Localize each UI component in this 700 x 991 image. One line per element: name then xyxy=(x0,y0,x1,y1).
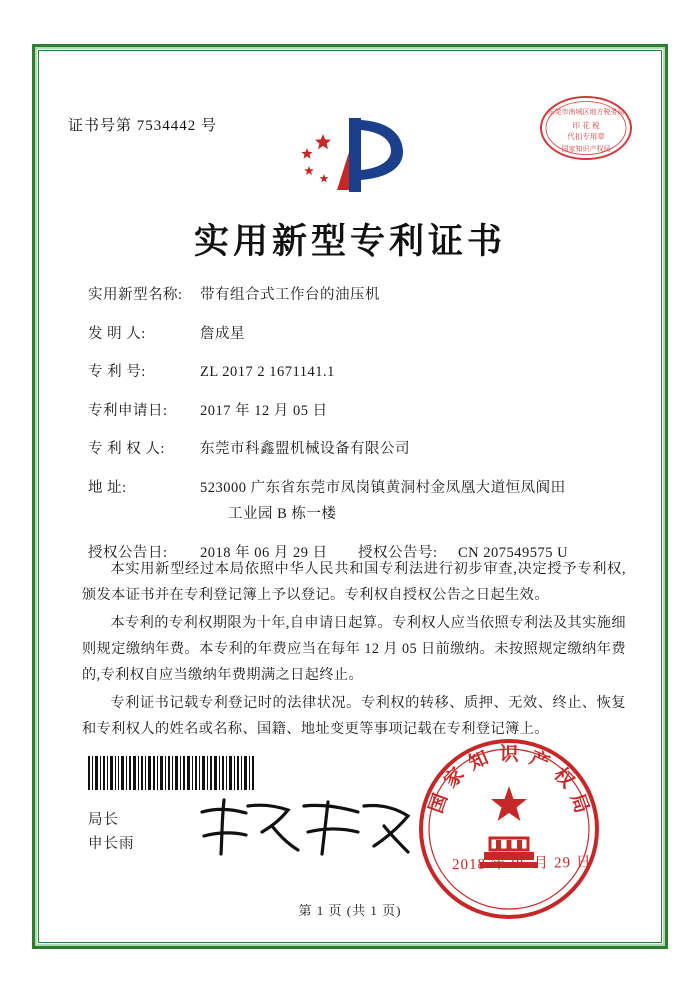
paragraph-2: 本专利的专利权期限为十年,自申请日起算。专利权人应当依照专利法及其实施细则规定缴纳年费。本专利的年费应当在每年 12 月 05 日前缴纳。未按照规定缴纳年费的,专利权自应当缴纳年费期满之日起终止。 xyxy=(82,615,626,683)
svg-text:知: 知 xyxy=(465,746,492,775)
field-label-patentee: 专 利 权 人: xyxy=(88,441,165,457)
field-row-address xyxy=(88,481,628,522)
field-value-patentee: 东莞市科鑫盟机械设备有限公司 xyxy=(200,441,410,457)
field-value-name: 带有组合式工作台的油压机 xyxy=(200,287,380,303)
signature-labels xyxy=(88,808,135,856)
field-row-name xyxy=(88,288,628,303)
field-label-grant-number: 授权公告号: xyxy=(358,544,438,561)
svg-text:代扣专用章: 代扣专用章 xyxy=(567,132,605,141)
paragraph-3: 专利证书记载专利登记时的法律状况。专利权的转移、质押、无效、终止、恢复和专利权人的姓名或名称、国籍、地址变更等事项记载在专利登记簿上。 xyxy=(82,695,626,737)
page-title: 实用新型专利证书 xyxy=(193,221,506,262)
patent-fields xyxy=(88,288,628,584)
field-value-application-date: 2017 年 12 月 05 日 xyxy=(200,402,328,419)
svg-text:家: 家 xyxy=(439,763,469,793)
svg-text:国: 国 xyxy=(424,790,453,817)
field-label-name: 实用新型名称: xyxy=(88,287,183,303)
field-value-inventor: 詹成星 xyxy=(200,325,245,342)
field-value-address xyxy=(200,481,628,522)
red-tax-stamp-icon xyxy=(538,94,634,162)
field-value-patent-number: ZL 2017 2 1671141.1 xyxy=(200,364,335,380)
field-label-application-date: 专利申请日: xyxy=(88,402,168,419)
handwritten-signature-icon xyxy=(188,792,418,864)
svg-text:产: 产 xyxy=(526,746,553,775)
cnipa-patent-logo-icon xyxy=(275,112,425,198)
director-title: 局长 xyxy=(88,812,119,828)
svg-text:东莞市南城区地方税务局: 东莞市南城区地方税务局 xyxy=(547,108,625,116)
svg-text:国家知识产权局: 国家知识产权局 xyxy=(561,145,611,153)
svg-text:局: 局 xyxy=(565,790,594,817)
field-row-application-date xyxy=(88,404,628,419)
legal-paragraphs xyxy=(82,556,626,744)
certificate-content xyxy=(60,66,640,925)
field-row-patentee xyxy=(88,442,628,457)
field-value-grant-number: CN 207549575 U xyxy=(458,544,569,561)
field-label-patent-number: 专 利 号: xyxy=(88,364,146,380)
paragraph-1: 本实用新型经过本局依照中华人民共和国专利法进行初步审查,决定授予专利权,颁发本证书并在专利登记簿上予以登记。专利权自授权公告之日起生效。 xyxy=(82,561,626,603)
barcode-icon xyxy=(88,756,258,790)
certificate-number: 证书号第 7534442 号 xyxy=(68,118,218,134)
field-row-patent-number xyxy=(88,365,628,380)
svg-text:权: 权 xyxy=(549,763,579,793)
field-value-grant-date: 2018 年 06 月 29 日 xyxy=(200,544,328,561)
seal-date: 2018 年 06 月 29 日 xyxy=(452,854,593,874)
field-label-inventor: 发 明 人: xyxy=(88,325,146,342)
director-name: 申长雨 xyxy=(88,836,135,852)
svg-text:识: 识 xyxy=(499,743,519,765)
field-label-grant-date: 授权公告日: xyxy=(88,544,168,561)
address-line-2: 工业园 B 栋一楼 xyxy=(228,506,337,522)
address-line-1: 523000 广东省东莞市凤岗镇黄洞村金凤凰大道恒凤阆田 xyxy=(200,479,566,496)
official-red-round-seal-icon xyxy=(414,734,604,924)
field-row-inventor xyxy=(88,327,628,342)
svg-text:印 花 税: 印 花 税 xyxy=(572,121,600,130)
page-footer: 第 1 页 (共 1 页) xyxy=(298,903,402,918)
field-label-address: 地 址: xyxy=(88,479,127,496)
